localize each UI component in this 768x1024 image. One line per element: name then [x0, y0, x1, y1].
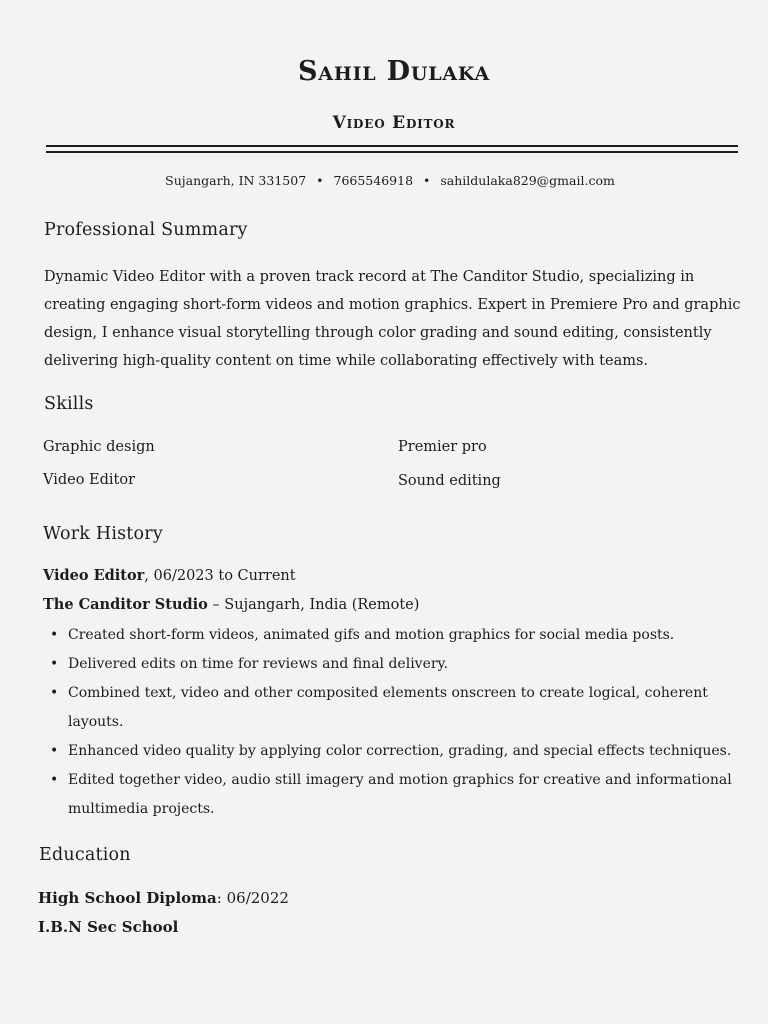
degree-name: High School Diploma	[38, 889, 217, 907]
section-heading-summary: Professional Summary	[44, 220, 248, 240]
skill-item: Sound editing	[398, 473, 501, 489]
employer-name: The Canditor Studio	[43, 596, 208, 613]
summary-paragraph: Dynamic Video Editor with a proven track record at The Canditor Studio, specializing in creating engaging short-form videos and motion graphics. Expert in Premiere Pro and graphic design, I enhance visual storytelling through color grading and sound editing, consistently delivering high-quality content on time while collaborating effectively with teams.	[44, 269, 741, 369]
contact-separator: •	[423, 173, 431, 188]
employer-location: – Sujangarh, India (Remote)	[207, 597, 420, 613]
job-dates: , 06/2023 to Current	[144, 568, 296, 584]
job-title-line	[43, 567, 296, 584]
contact-separator: •	[316, 173, 324, 188]
degree-date: : 06/2022	[216, 889, 289, 907]
job-title-heading: Video Editor	[332, 113, 456, 133]
school-name	[38, 918, 178, 936]
contact-line	[0, 173, 768, 188]
list-item: • Created short-form videos, animated gifs and motion graphics for social media posts.	[44, 621, 744, 650]
contact-location: Sujangarh, IN 331507	[165, 173, 307, 188]
section-heading-work: Work History	[43, 524, 163, 544]
header-divider-bottom	[46, 151, 738, 153]
school-name-text: I.B.N Sec School	[38, 918, 179, 936]
applicant-name: Sahil Dulaka	[297, 56, 490, 87]
skill-item: Video Editor	[43, 472, 136, 488]
contact-phone: 7665546918	[333, 173, 414, 188]
section-heading-education: Education	[39, 845, 131, 865]
list-item: • Edited together video, audio still imagery and motion graphics for creative and informational multimedia projects.	[44, 766, 744, 824]
skill-item: Graphic design	[43, 439, 155, 455]
list-item: • Enhanced video quality by applying color correction, grading, and special effects techniques.	[44, 737, 744, 766]
job-title: Video Editor	[43, 567, 145, 584]
skill-item: Premier pro	[398, 439, 487, 455]
list-item: • Combined text, video and other composited elements onscreen to create logical, coherent layouts.	[44, 679, 744, 737]
job-responsibilities-list	[44, 621, 744, 824]
header-divider-top	[46, 145, 738, 147]
employer-line	[43, 596, 419, 613]
section-heading-skills: Skills	[44, 394, 94, 414]
degree-line	[38, 889, 289, 907]
contact-email: sahildulaka829@gmail.com	[440, 173, 615, 188]
list-item: • Delivered edits on time for reviews and final delivery.	[44, 650, 744, 679]
